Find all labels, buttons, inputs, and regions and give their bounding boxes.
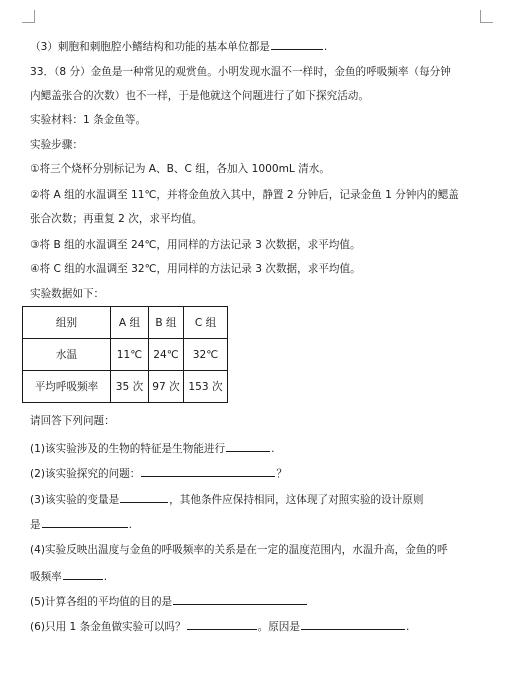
table-cell: 水温 bbox=[23, 339, 111, 371]
question-4-line-1: (4)实验反映出温度与金鱼的呼吸频率的关系是在一定的温度范围内，水温升高，金鱼的呼 bbox=[30, 544, 448, 556]
question-1-line: (1)该实验涉及的生物的特征是生物能进行 . bbox=[30, 440, 274, 456]
answer-blank[interactable] bbox=[42, 516, 128, 528]
table-row bbox=[23, 371, 228, 403]
answer-prompt: 请回答下列问题： bbox=[30, 415, 115, 427]
table-row bbox=[23, 339, 228, 371]
table-cell: 32℃ bbox=[184, 339, 228, 371]
step-3: ③将 B 组的水温调至 24℃，用同样的方法记录 3 次数据，求平均值。 bbox=[30, 239, 361, 251]
data-title: 实验数据如下： bbox=[30, 288, 105, 300]
answer-blank[interactable] bbox=[301, 618, 405, 630]
table-header-cell: A 组 bbox=[111, 307, 149, 339]
answer-blank[interactable] bbox=[226, 440, 270, 452]
answer-blank[interactable] bbox=[187, 618, 257, 630]
table-header-row bbox=[23, 307, 228, 339]
answer-blank[interactable] bbox=[120, 491, 168, 503]
question-3-text: （3）刺胞和刺胞腔小鳍结构和功能的基本单位都是 bbox=[30, 41, 270, 53]
answer-blank[interactable] bbox=[63, 568, 103, 580]
crop-mark-top-left bbox=[22, 10, 35, 23]
data-table bbox=[22, 306, 228, 403]
step-2-line-1: ②将 A 组的水温调至 11℃，并将金鱼放入其中，静置 2 分钟后，记录金鱼 1 分钟内的鳃盖 bbox=[30, 189, 459, 201]
question-3-line: （3）刺胞和刺胞腔小鳍结构和功能的基本单位都是 . bbox=[30, 38, 327, 54]
table-header-cell: C 组 bbox=[184, 307, 228, 339]
question-3-line-1: (3)该实验的变量是 ，其他条件应保持相同，这体现了对照实验的设计原则 bbox=[30, 491, 423, 507]
question-5-line: (5)计算各组的平均值的目的是 bbox=[30, 593, 308, 609]
question-33-intro-2: 内鳃盖张合的次数）也不一样，于是他就这个问题进行了如下探究活动。 bbox=[30, 90, 369, 102]
question-3-line-2: 是 . bbox=[30, 516, 132, 532]
answer-blank[interactable] bbox=[141, 465, 275, 477]
question-2-line: (2)该实验探究的问题： ？ bbox=[30, 465, 287, 481]
step-2-line-2: 张合次数；再重复 2 次，求平均值。 bbox=[30, 213, 203, 225]
question-4-line-2: 吸频率 . bbox=[30, 568, 107, 584]
step-1: ①将三个烧杯分别标记为 A、B、C 组，各加入 1000mL 清水。 bbox=[30, 163, 330, 175]
steps-title: 实验步骤： bbox=[30, 139, 83, 151]
table-cell: 35 次 bbox=[111, 371, 149, 403]
table-cell: 153 次 bbox=[184, 371, 228, 403]
crop-mark-top-right bbox=[480, 10, 493, 23]
question-33-intro-1: 33．（8 分）金鱼是一种常见的观赏鱼。小明发现水温不一样时，金鱼的呼吸频率（每分钟 bbox=[30, 66, 451, 78]
table-cell: 97 次 bbox=[149, 371, 184, 403]
step-4: ④将 C 组的水温调至 32℃，用同样的方法记录 3 次数据，求平均值。 bbox=[30, 263, 361, 275]
table-cell: 24℃ bbox=[149, 339, 184, 371]
table-header-cell: 组别 bbox=[23, 307, 111, 339]
question-6-line: (6)只用 1 条金鱼做实验可以吗？ 。原因是 . bbox=[30, 618, 409, 634]
table-header-cell: B 组 bbox=[149, 307, 184, 339]
answer-blank[interactable] bbox=[271, 38, 323, 50]
table-cell: 平均呼吸频率 bbox=[23, 371, 111, 403]
table-cell: 11℃ bbox=[111, 339, 149, 371]
answer-blank[interactable] bbox=[173, 593, 307, 605]
materials-line: 实验材料：1 条金鱼等。 bbox=[30, 114, 147, 126]
